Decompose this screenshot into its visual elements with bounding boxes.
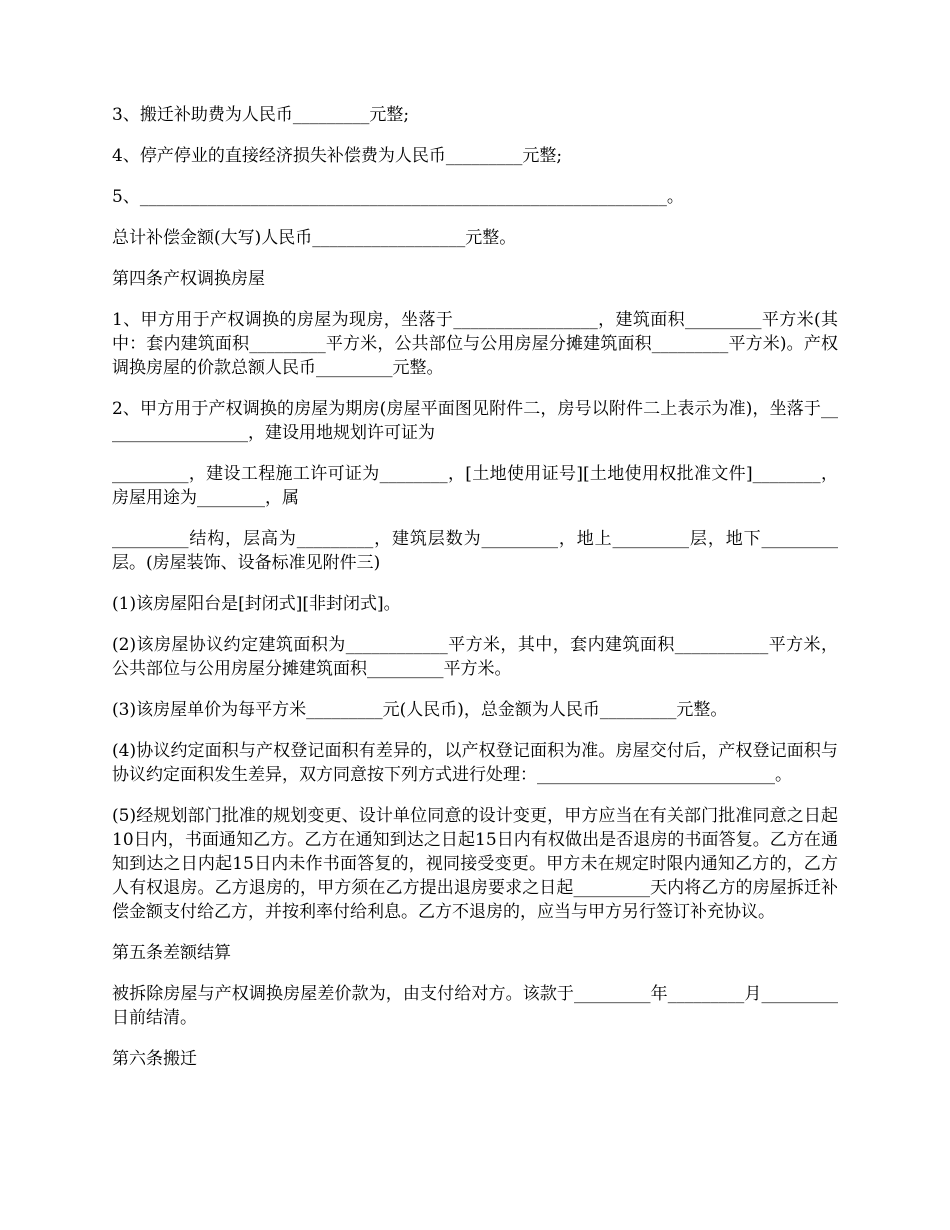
clause-4-business-loss-compensation: 4、停产停业的直接经济损失补偿费为人民币_________元整; xyxy=(112,146,563,166)
article-4-item-1: 1、甲方用于产权调换的房屋为现房，坐落于_________________，建筑面积_________平方米(其中：套内建筑面积_________平方米，公共部位与公用房屋分摊建筑面积_________平方米)。产权调换房屋的价款总额人民币_________元整。 xyxy=(112,310,838,378)
article-4-sub-4-area-difference: (4)协议约定面积与产权登记面积有差异的，以产权登记面积为准。房屋交付后，产权登记面积与协议约定面积发生差异，双方同意按下列方式进行处理：____________________________。 xyxy=(112,741,838,785)
article-4-sub-5-design-change: (5)经规划部门批准的规划变更、设计单位同意的设计变更，甲方应当在有关部门批准同意之日起10日内，书面通知乙方。乙方在通知到达之日起15日内有权做出是否退房的书面答复。乙方在通知到达之日内起15日内未作书面答复的，视同接受变更。甲方未在规定时限内通知乙方的，乙方人有权退房。乙方退房的，甲方须在乙方提出退房要求之日起_________天内将乙方的房屋拆迁补偿金额支付给乙方，并按利率付给利息。乙方不退房的，应当与甲方另行签订补充协议。 xyxy=(112,806,838,922)
article-4-item-2: 2、甲方用于产权调换的房屋为期房(房屋平面图见附件二，房号以附件二上表示为准)，坐落于__________________，建设用地规划许可证为 xyxy=(112,399,838,443)
section-heading-article-6: 第六条搬迁 xyxy=(112,1049,197,1069)
section-heading-article-4: 第四条产权调换房屋 xyxy=(112,269,265,289)
article-4-item-2-structure: _________结构，层高为_________，建筑层数为_________，地上_________层，地下_________层。(房屋装饰、设备标准见附件三) xyxy=(112,529,838,573)
section-heading-article-5: 第五条差额结算 xyxy=(112,943,231,963)
clause-5-other: 5、______________________________________________________________。 xyxy=(112,187,684,207)
article-4-sub-2-area: (2)该房屋协议约定建筑面积为____________平方米，其中，套内建筑面积___________平方米，公共部位与公用房屋分摊建筑面积_________平方米。 xyxy=(112,635,838,679)
article-4-sub-1-balcony: (1)该房屋阳台是[封闭式][非封闭式]。 xyxy=(112,594,401,614)
article-5-settlement: 被拆除房屋与产权调换房屋差价款为，由支付给对方。该款于_________年_________月_________日前结清。 xyxy=(112,984,838,1028)
document-page xyxy=(112,103,838,1088)
article-4-sub-3-price: (3)该房屋单价为每平方米_________元(人民币)，总金额为人民币_________元整。 xyxy=(112,700,728,720)
clause-3-relocation-subsidy: 3、搬迁补助费为人民币_________元整; xyxy=(112,105,410,125)
article-4-item-2-permits: _________，建设工程施工许可证为________，[土地使用证号][土地使用权批准文件]________，房屋用途为________，属 xyxy=(112,464,838,508)
total-compensation: 总计补偿金额(大写)人民币__________________元整。 xyxy=(112,228,517,248)
